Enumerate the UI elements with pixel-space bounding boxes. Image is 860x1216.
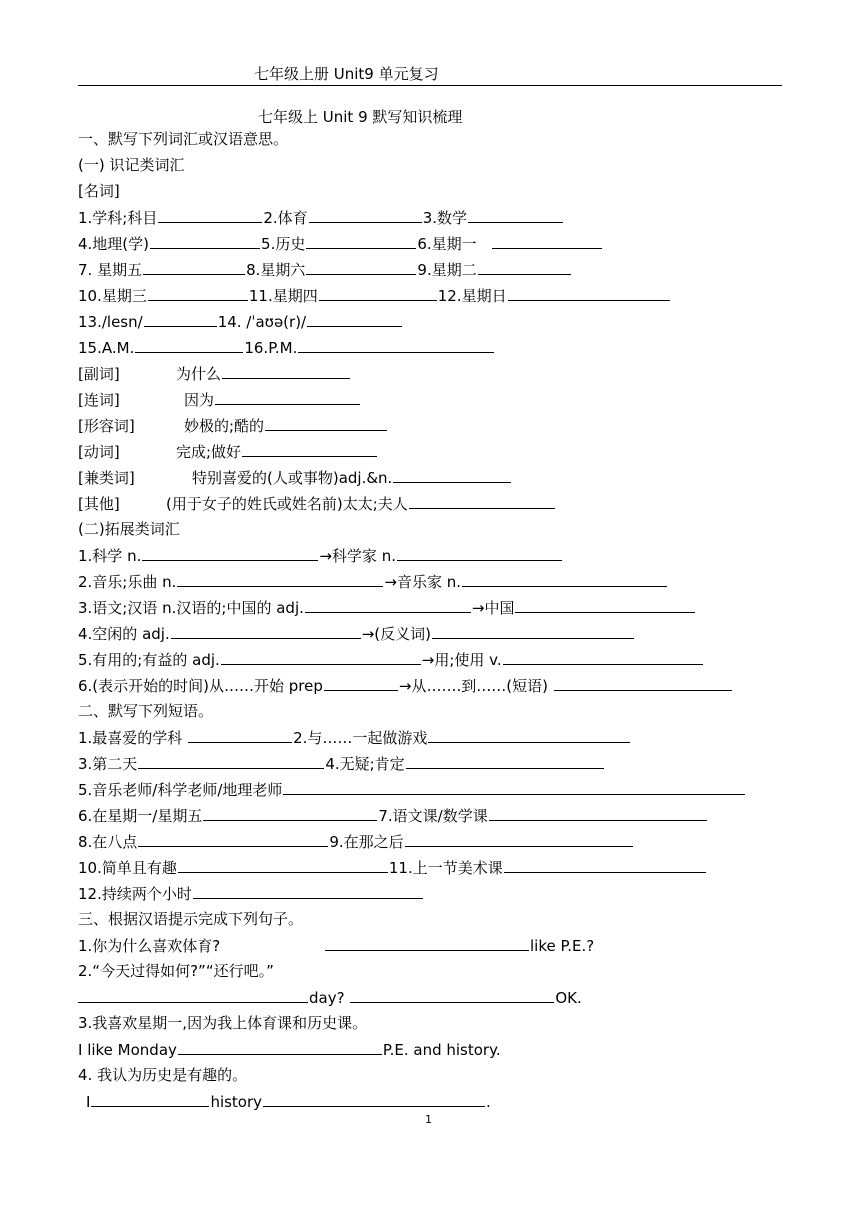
answer-blank[interactable] <box>222 362 350 379</box>
answer-blank[interactable] <box>306 232 416 249</box>
answer-blank[interactable] <box>554 674 732 691</box>
answer-blank[interactable] <box>150 232 260 249</box>
page-header <box>78 62 782 86</box>
answer-blank[interactable] <box>432 622 634 639</box>
answer-blank[interactable] <box>143 258 245 275</box>
answer-blank[interactable] <box>350 986 554 1003</box>
answer-blank[interactable] <box>492 232 602 249</box>
phrase-row: 8.在八点 9.在那之后 <box>78 830 634 852</box>
answer-blank[interactable] <box>178 856 388 873</box>
sentence-row: I history . <box>86 1090 491 1112</box>
sentence-row: 2.“今天过得如何?”“还行吧。” <box>78 962 274 980</box>
answer-blank[interactable] <box>138 830 328 847</box>
vocab-row: [连词] 因为 <box>78 388 361 410</box>
answer-blank[interactable] <box>144 310 217 327</box>
answer-blank[interactable] <box>221 648 421 665</box>
answer-blank[interactable] <box>78 986 308 1003</box>
answer-blank[interactable] <box>462 570 667 587</box>
answer-blank[interactable] <box>178 1038 382 1055</box>
answer-blank[interactable] <box>298 336 494 353</box>
answer-blank[interactable] <box>177 570 383 587</box>
answer-blank[interactable] <box>148 284 248 301</box>
vocab-row: 3.语文;汉语 n.汉语的;中国的 adj. →中国 <box>78 596 696 618</box>
sentence-row: I like Monday P.E. and history. <box>78 1038 501 1060</box>
vocab-row: 15.A.M. 16.P.M. <box>78 336 495 358</box>
answer-blank[interactable] <box>325 934 529 951</box>
vocab-row: 1.科学 n. →科学家 n. <box>78 544 563 566</box>
answer-blank[interactable] <box>515 596 695 613</box>
header-title: 七年级上册 Unit9 单元复习 <box>254 65 439 83</box>
vocab-row: 10.星期三 11.星期四 12.星期日 <box>78 284 671 306</box>
phrase-row: 3.第二天 4.无疑;肯定 <box>78 752 605 774</box>
answer-blank[interactable] <box>263 1090 485 1107</box>
answer-blank[interactable] <box>193 882 423 899</box>
answer-blank[interactable] <box>242 440 377 457</box>
answer-blank[interactable] <box>91 1090 209 1107</box>
phrase-row: 5.音乐老师/科学老师/地理老师 <box>78 778 746 800</box>
answer-blank[interactable] <box>428 726 630 743</box>
sentence-row: 3.我喜欢星期一,因为我上体育课和历史课。 <box>78 1014 368 1032</box>
answer-blank[interactable] <box>397 544 562 561</box>
answer-blank[interactable] <box>309 206 422 223</box>
vocab-row: [其他] (用于女子的姓氏或姓名前)太太;夫人 <box>78 492 556 514</box>
section3-heading: 三、根据汉语提示完成下列句子。 <box>78 910 304 928</box>
answer-blank[interactable] <box>203 804 377 821</box>
answer-blank[interactable] <box>504 856 706 873</box>
answer-blank[interactable] <box>406 752 604 769</box>
answer-blank[interactable] <box>265 414 387 431</box>
section2-heading: 二、默写下列短语。 <box>78 702 214 720</box>
phrase-row: 12.持续两个小时 <box>78 882 424 904</box>
page-number: 1 <box>425 1113 432 1126</box>
answer-blank[interactable] <box>307 310 402 327</box>
answer-blank[interactable] <box>324 674 398 691</box>
vocab-row: 1.学科;科目 2.体育 3.数学 <box>78 206 564 228</box>
vocab-row: 7. 星期五 8.星期六 9.星期二 <box>78 258 572 280</box>
answer-blank[interactable] <box>405 830 633 847</box>
page-title: 七年级上 Unit 9 默写知识梳理 <box>258 108 463 126</box>
phrase-row: 10.简单且有趣 11.上一节美术课 <box>78 856 707 878</box>
sentence-row: 1.你为什么喜欢体育? like P.E.? <box>78 934 594 956</box>
vocab-row: 13./lesn/ 14. /ˈaʊə(r)/ <box>78 310 403 332</box>
vocab-row: 4.地理(学) 5.历史 6.星期一 <box>78 232 603 254</box>
answer-blank[interactable] <box>138 752 324 769</box>
vocab-row: [副词] 为什么 <box>78 362 351 384</box>
answer-blank[interactable] <box>503 648 703 665</box>
answer-blank[interactable] <box>409 492 555 509</box>
answer-blank[interactable] <box>393 466 511 483</box>
answer-blank[interactable] <box>171 622 361 639</box>
vocab-row: 4.空闲的 adj. →(反义词) <box>78 622 635 644</box>
vocab-row: 6.(表示开始的时间)从……开始 prep →从…….到……(短语) <box>78 674 733 696</box>
answer-blank[interactable] <box>142 544 318 561</box>
answer-blank[interactable] <box>319 284 437 301</box>
answer-blank[interactable] <box>306 258 416 275</box>
answer-blank[interactable] <box>283 778 745 795</box>
vocab-row: [兼类词] 特别喜爱的(人或事物)adj.&n. <box>78 466 512 488</box>
answer-blank[interactable] <box>215 388 360 405</box>
section1-sub2: (二)拓展类词汇 <box>78 520 180 538</box>
answer-blank[interactable] <box>508 284 670 301</box>
answer-blank[interactable] <box>135 336 243 353</box>
vocab-row: [动词] 完成;做好 <box>78 440 378 462</box>
noun-tag: [名词] <box>78 182 120 200</box>
vocab-row: [形容词] 妙极的;酷的 <box>78 414 388 436</box>
vocab-row: 2.音乐;乐曲 n. →音乐家 n. <box>78 570 668 592</box>
phrase-row: 6.在星期一/星期五 7.语文课/数学课 <box>78 804 708 826</box>
sentence-row: day? OK. <box>78 986 582 1008</box>
phrase-row: 1.最喜爱的学科 2.与……一起做游戏 <box>78 726 631 748</box>
sentence-row: 4. 我认为历史是有趣的。 <box>78 1066 248 1084</box>
answer-blank[interactable] <box>489 804 707 821</box>
section1-heading: 一、默写下列词汇或汉语意思。 <box>78 130 289 148</box>
answer-blank[interactable] <box>468 206 563 223</box>
answer-blank[interactable] <box>188 726 292 743</box>
answer-blank[interactable] <box>305 596 471 613</box>
vocab-row: 5.有用的;有益的 adj. →用;使用 v. <box>78 648 704 670</box>
answer-blank[interactable] <box>478 258 571 275</box>
answer-blank[interactable] <box>158 206 262 223</box>
section1-sub1: (一) 识记类词汇 <box>78 156 185 174</box>
